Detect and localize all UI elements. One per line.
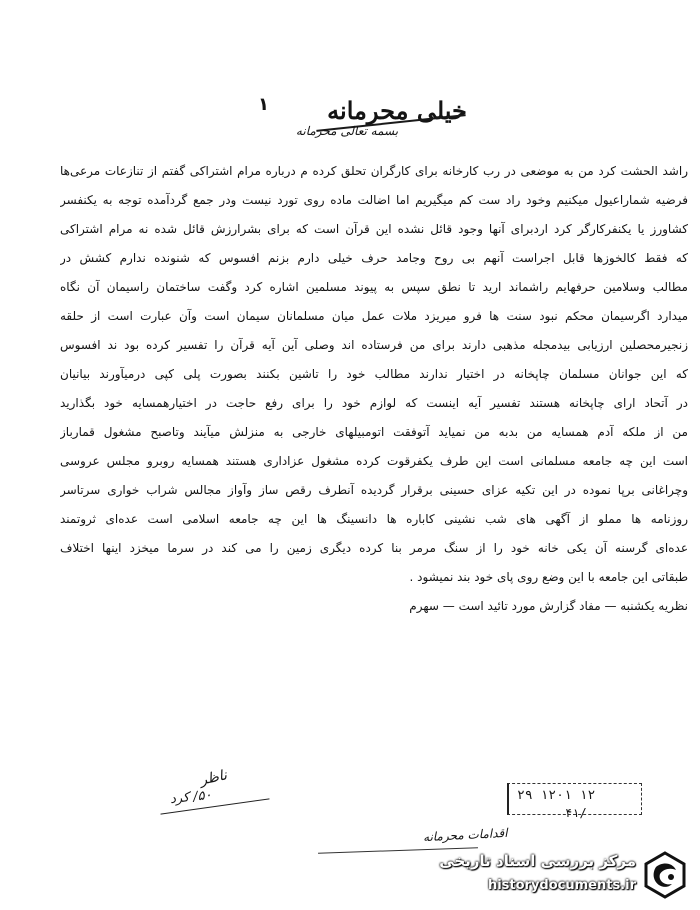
report-line: است این چه جامعه مسلمانی است این طرف یکفرقوت کرده مشغول عزاداری هستند همسایه روبرو مجلس عروسی [60, 454, 688, 468]
report-line: من از ملکه آدم همسایه من بدبه من نمیاید آتوفقت اتومبیلهای خارجی به منزلش میآیند وتاصبح مشغول قمارباز [60, 425, 688, 439]
report-line: روزنامه ها مملو از آگهی های شب نشینی کاباره ها دانسینگ ها این چه جامعه اسلامی است عده‌ای ثروتمند [60, 512, 688, 526]
archive-logo-icon [642, 850, 688, 900]
report-line: میدارد اگرسیمان محکم نبود سنت ها فرو میریزد ملات عمل میان مسلمانان سیمان است وآن عبارت است از حلقه [60, 309, 688, 323]
report-line: عده‌ای گرسنه آن یکی خانه خود را از سنگ مرمر بنا کرده دیگری زمین را می کند در سرما میخزد اینها اختلاف [60, 541, 688, 555]
report-line: وچراغانی برپا نموده در این تکیه عزای حسینی برقرار گردیده آنطرف رقص ساز وآواز مجالس شراب خواری سرتاسر [60, 483, 688, 497]
report-body [60, 157, 688, 621]
report-line: راشد الحشت کرد من به موضعی در رب کارخانه برای کارگران تحلق کرده م درباره مرام اشتراکی گفتم از تنازعات مرعی‌ها [60, 164, 688, 178]
report-line: زنجیرمحصلین ارزیابی بیدمجله مذهبی دارند برای من فرستاده اند وصلی آین آیه قرآن را تفسیر کرده بود ند افسوس [60, 338, 688, 352]
report-line: مطالب وسلامین حرفهایم راشماند ارید تا نطق سپس به پیوند مسلمین اشاره کرد وگفت ساختمان راسیمان آن نگاه [60, 280, 688, 294]
left-signature-bottom: ۵۰/ کرد [169, 787, 213, 808]
watermark-title: مرکز بررسی اسناد تاریخی [439, 852, 636, 870]
bottom-signature-text: اقدامات محرمانه [423, 825, 509, 845]
conclusion-line: نظریه یکشنبه — مفاد گزارش مورد تائید است — سهرم [409, 599, 688, 613]
report-line: طبقاتی این جامعه با این وضع روی پای خود بند نمیشود . [409, 570, 688, 584]
left-signature [160, 767, 290, 820]
watermark-url: historydocuments.ir [487, 878, 636, 893]
report-line: که این جوانان مسلمان چاپخانه در اختیار ندارند مطالب خود را تاشین بکنند بصورت پلی کپی درمیآورند بیانیان [60, 367, 688, 381]
report-line: در آتحاد ارای چاپخانه هستند تفسیر آیه اینست که لوازم خود را برای رفع حاجت در اختیارهمسایه خود بگذارید [60, 396, 688, 410]
reference-number: ۲۹ ۱۲۰۱ ۱۲ [517, 788, 596, 803]
page-mark: ۱ [258, 94, 269, 115]
report-line: کشاورز یا یکنفرکارگر کرد اردبرای آنها وجود قائل نشده این قرآن است که برای بشرارزش قائل شده نه مرام اشتراکی [60, 222, 688, 236]
archive-watermark [430, 848, 692, 904]
reference-sub: ۴۱/ [565, 806, 587, 820]
report-line: فرضیه شماراعیول میکنیم وخود راد ست کم میگیریم اما اضالت ماده روی تورد نیست ودر جمع گردآمده توجه به یکنفسر [60, 193, 688, 207]
classification-sub: بسمه تعالی محرمانه [295, 124, 399, 138]
classification-main: خیلی محرمانه [327, 96, 467, 125]
classification-stamp [292, 96, 482, 148]
left-signature-top: ناظر [198, 767, 229, 789]
report-line: که فقط کالخوزها قابل اجراست آنهم بی روح وجامد حرف خیلی دارم بزنم افسوس که شنونده ندارم کشش در [60, 251, 688, 265]
